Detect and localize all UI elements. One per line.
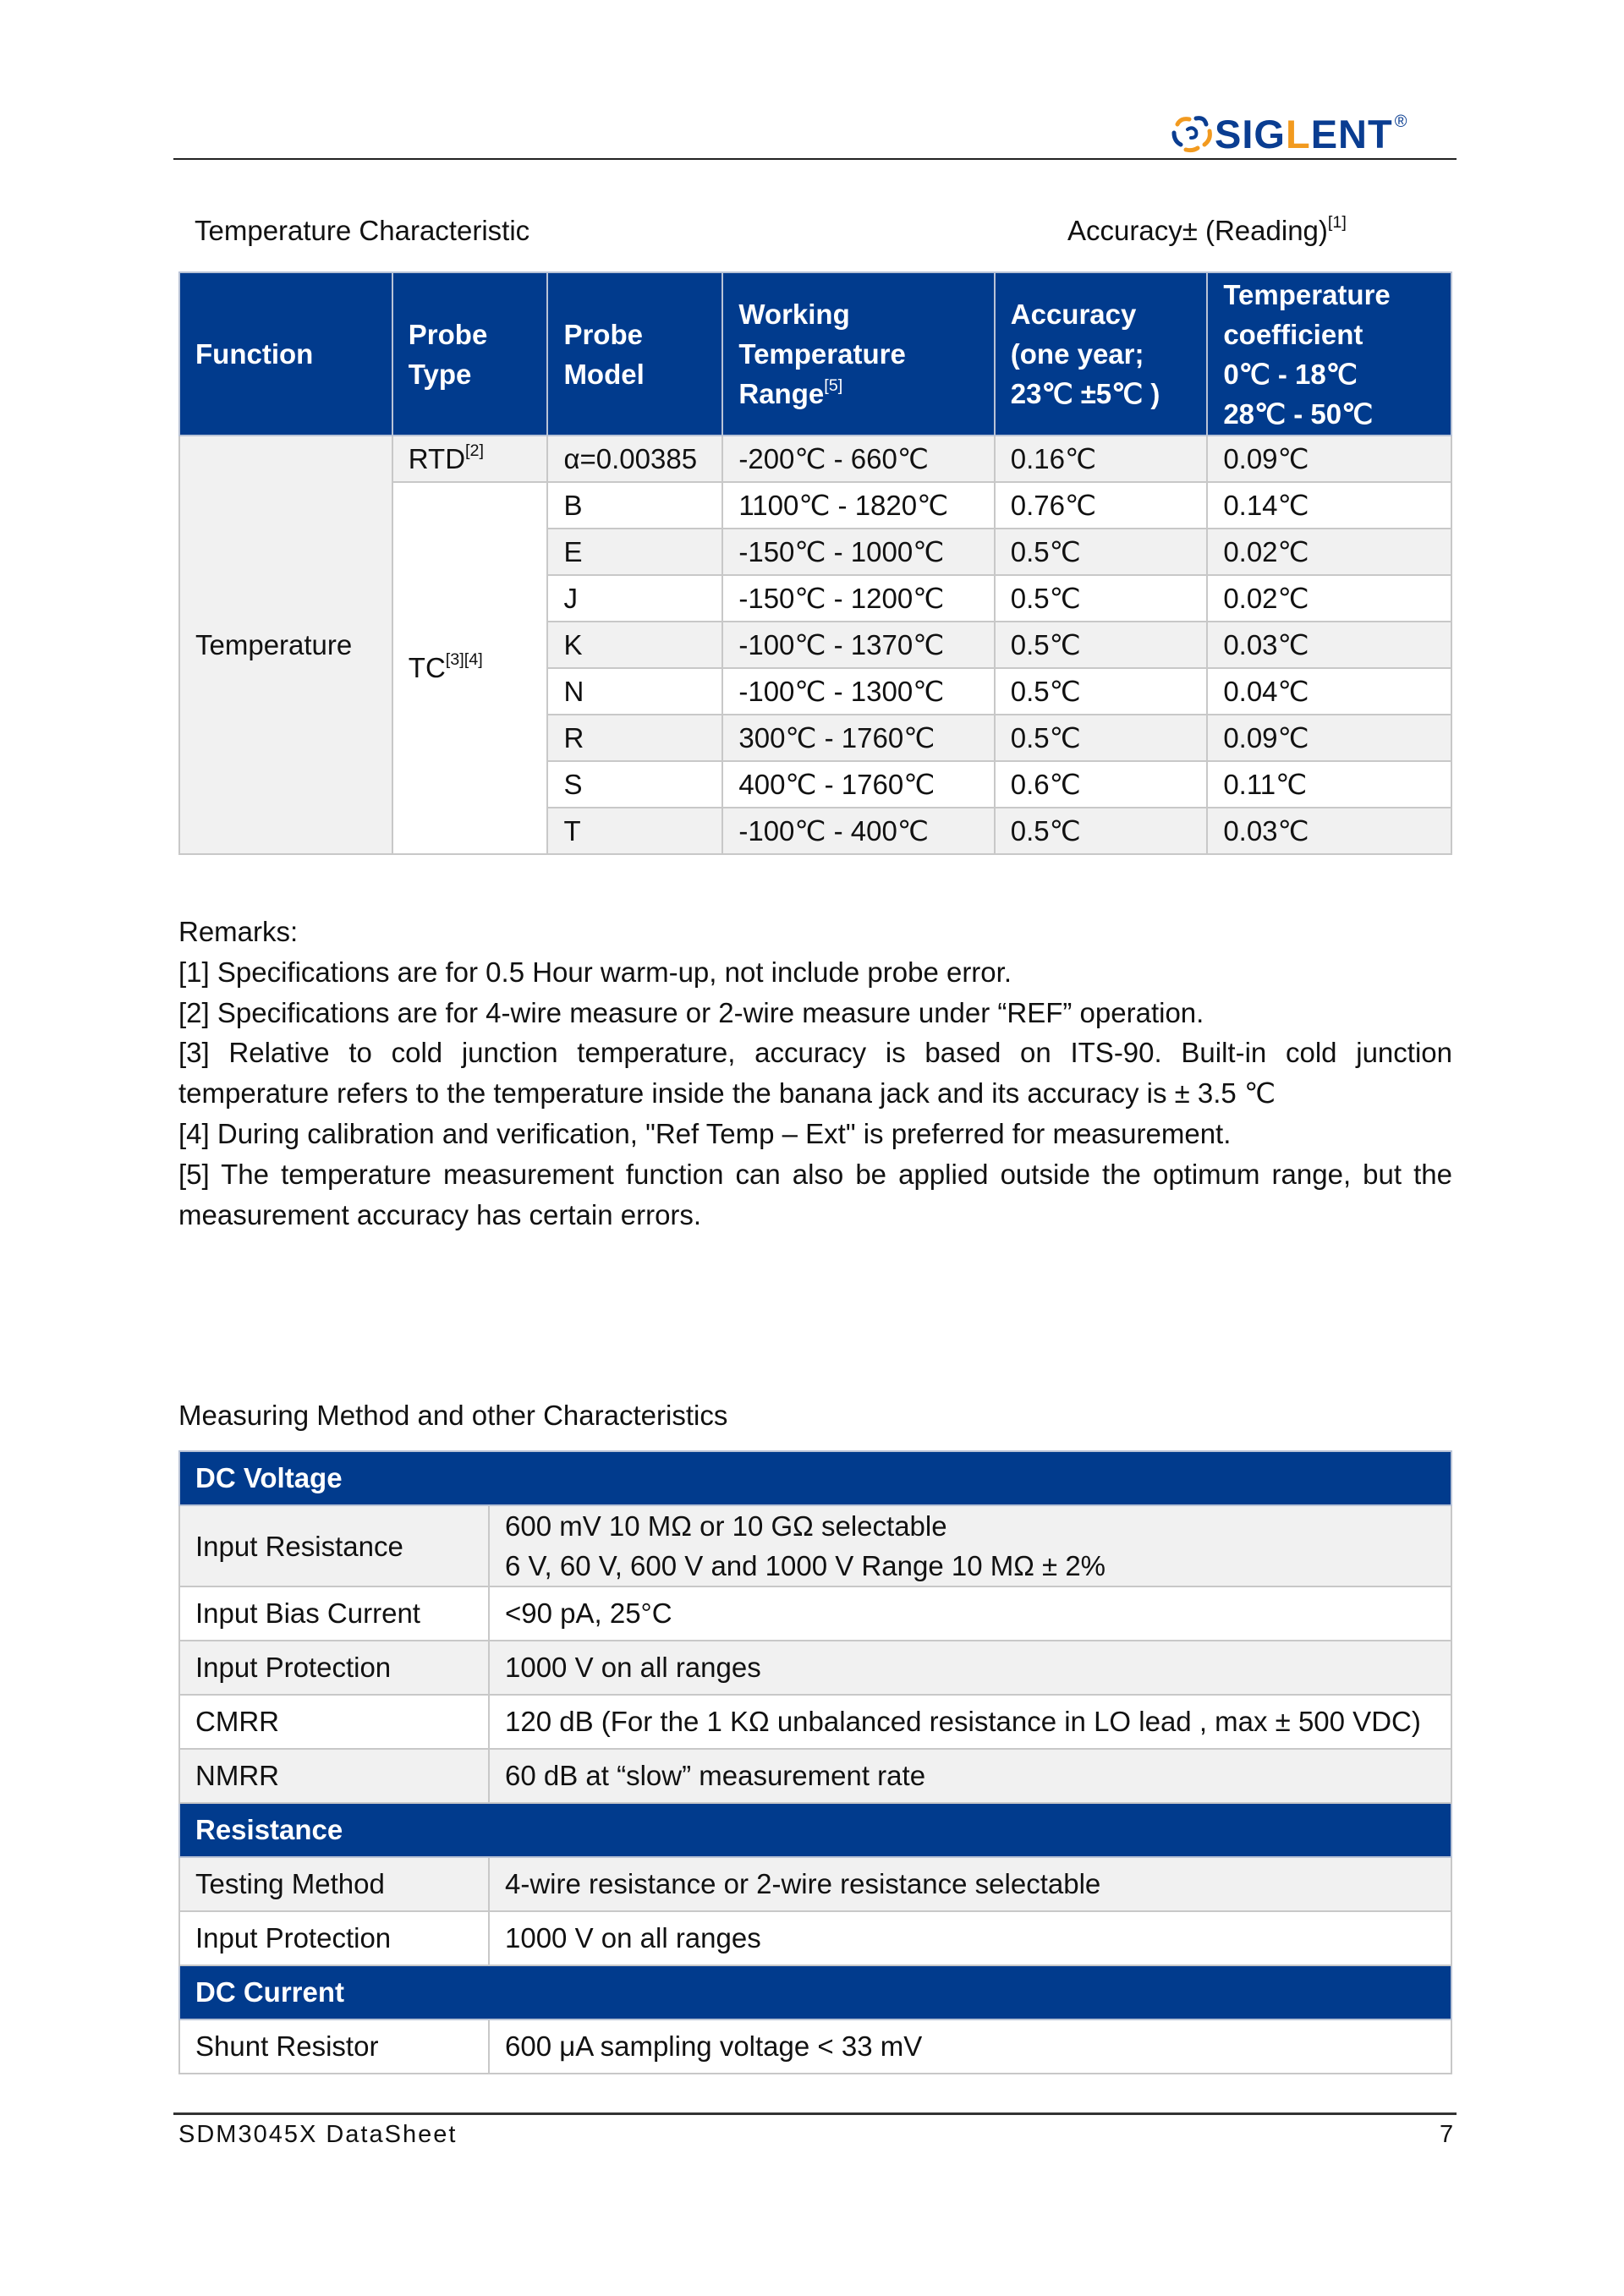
registered-mark: ® [1394,112,1407,131]
working-range: -150℃ - 1000℃ [722,529,994,575]
col-working-range: Working Temperature Range[5] [722,272,994,436]
section-header-row [179,1965,1451,2019]
working-range: -150℃ - 1200℃ [722,575,994,622]
row-value: 600 mV 10 MΩ or 10 GΩ selectable 6 V, 60 V, 600 V and 1000 V Range 10 MΩ ± 2% [489,1505,1451,1586]
probe-model: J [547,575,722,622]
accuracy: 0.5℃ [995,808,1208,854]
row-key: Testing Method [179,1857,489,1911]
row-key: Input Bias Current [179,1586,489,1641]
working-range: 400℃ - 1760℃ [722,761,994,808]
coefficient: 0.02℃ [1207,529,1451,575]
row-value: 4-wire resistance or 2-wire resistance selectable [489,1857,1451,1911]
table-row [179,2019,1451,2074]
working-range: 300℃ - 1760℃ [722,715,994,761]
working-range: -100℃ - 1300℃ [722,668,994,715]
remark-1: [1] Specifications are for 0.5 Hour warm-up, not include probe error. [178,956,1012,988]
probe-model: R [547,715,722,761]
col-probe-type: Probe Type [392,272,548,436]
working-range: -200℃ - 660℃ [722,436,994,482]
footer-doc-title: SDM3045X DataSheet [178,2121,458,2148]
row-value: 1000 V on all ranges [489,1641,1451,1695]
accuracy: 0.5℃ [995,715,1208,761]
remark-3: [3] Relative to cold junction temperature, accuracy is based on ITS-90. Built-in cold junction temperature refers to the temperature inside the banana jack and its accuracy is ± 3.5 ℃ [178,1037,1452,1110]
working-range: -100℃ - 1370℃ [722,622,994,668]
remark-2: [2] Specifications are for 4-wire measure or 2-wire measure under “REF” operation. [178,996,1204,1028]
row-value: 1000 V on all ranges [489,1911,1451,1965]
table-row [179,1505,1451,1586]
accuracy: 0.6℃ [995,761,1208,808]
coefficient: 0.03℃ [1207,808,1451,854]
coefficient: 0.11℃ [1207,761,1451,808]
table-row [179,1695,1451,1749]
table-row [179,436,1451,482]
footer-divider [173,2112,1457,2115]
measuring-table [178,1450,1452,2074]
remark-5: [5] The temperature measurement function can also be applied outside the optimum range, but the measurement accuracy has certain errors. [178,1158,1452,1230]
remarks-block [178,912,1452,1235]
remarks-title: Remarks: [178,916,299,947]
row-value: 600 μA sampling voltage < 33 mV [489,2019,1451,2074]
probe-model: B [547,482,722,529]
probe-model: N [547,668,722,715]
temperature-table [178,271,1452,855]
row-value: 120 dB (For the 1 KΩ unbalanced resistance in LO lead , max ± 500 VDC) [489,1695,1451,1749]
row-key: Input Resistance [179,1505,489,1586]
probe-model: S [547,761,722,808]
accuracy: 0.76℃ [995,482,1208,529]
row-key: Input Protection [179,1641,489,1695]
section-header-row [179,1803,1451,1857]
table-row [179,1586,1451,1641]
measuring-section-title: Measuring Method and other Characteristics [178,1400,728,1431]
coefficient: 0.09℃ [1207,436,1451,482]
accuracy: 0.5℃ [995,622,1208,668]
coefficient: 0.02℃ [1207,575,1451,622]
siglent-swirl-icon [1171,114,1215,153]
row-key: CMRR [179,1695,489,1749]
row-key: NMRR [179,1749,489,1803]
coefficient: 0.09℃ [1207,715,1451,761]
col-accuracy: Accuracy (one year; 23℃ ±5℃ ) [995,272,1208,436]
col-probe-model: Probe Model [547,272,722,436]
remark-4: [4] During calibration and verification, "Ref Temp – Ext" is preferred for measurement. [178,1117,1232,1149]
accuracy: 0.5℃ [995,668,1208,715]
coefficient: 0.14℃ [1207,482,1451,529]
accuracy: 0.16℃ [995,436,1208,482]
row-key: Shunt Resistor [179,2019,489,2074]
col-temp-coefficient: Temperature coefficient 0℃ - 18℃ 28℃ - 50℃ [1207,272,1451,436]
probe-model: K [547,622,722,668]
logo-wordmark: SIGLENT [1215,111,1393,156]
section-header-row [179,1451,1451,1505]
row-key: Input Protection [179,1911,489,1965]
header-divider [173,158,1457,160]
coefficient: 0.04℃ [1207,668,1451,715]
table-row [179,1911,1451,1965]
temperature-section-title: Temperature Characteristic [195,215,530,246]
footer-page-number: 7 [1440,2121,1454,2148]
accuracy: 0.5℃ [995,575,1208,622]
col-function: Function [179,272,392,436]
row-value: <90 pA, 25°C [489,1586,1451,1641]
probe-type-tc: TC[3][4] [392,482,548,854]
table-row [179,1641,1451,1695]
table-header-row [179,272,1451,436]
working-range: 1100℃ - 1820℃ [722,482,994,529]
siglent-logo [1171,112,1407,156]
probe-model: α=0.00385 [547,436,722,482]
accuracy: 0.5℃ [995,529,1208,575]
section-dc-current: DC Current [179,1965,1451,2019]
probe-model: T [547,808,722,854]
probe-type-rtd: RTD[2] [392,436,548,482]
function-cell: Temperature [179,436,392,854]
probe-model: E [547,529,722,575]
section-dc-voltage: DC Voltage [179,1451,1451,1505]
table-row [179,1857,1451,1911]
coefficient: 0.03℃ [1207,622,1451,668]
section-resistance: Resistance [179,1803,1451,1857]
row-value: 60 dB at “slow” measurement rate [489,1749,1451,1803]
working-range: -100℃ - 400℃ [722,808,994,854]
accuracy-note: Accuracy± (Reading)[1] [1067,213,1347,246]
table-row [179,1749,1451,1803]
